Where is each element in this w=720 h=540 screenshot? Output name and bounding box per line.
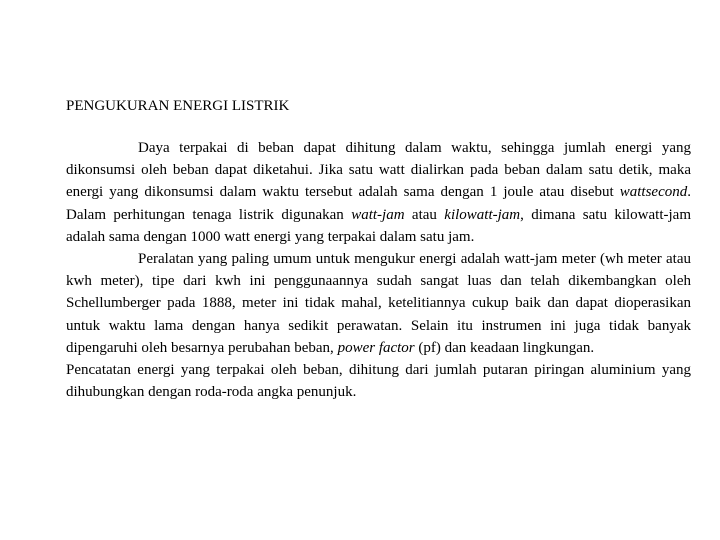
document-title: PENGUKURAN ENERGI LISTRIK [66,98,290,114]
italic-term: wattsecond [619,184,688,201]
paragraph-text: (pf) dan keadaan lingkungan. [414,339,595,356]
document-body [66,137,691,403]
italic-term: watt-jam [351,206,405,223]
paragraph-energy-recording [66,359,691,403]
paragraph-text: Peralatan yang paling umum untuk mengukur energi adalah watt-jam meter (wh meter atau kwh meter), tipe dari kwh ini penggunaannya sudah sangat luas dan telah dikembangkan oleh Schellumberger pada 1888, meter ini tidak mahal, ketelitiannya cukup baik dan dapat dioperasikan untuk waktu lama dengan hanya sedikit perawatan. Selain itu instrumen ini juga tidak banyak dipengaruhi oleh besarnya perubahan beban, [66,251,691,356]
paragraph-energy-consumption [66,137,691,248]
document-page [66,95,691,403]
paragraph-watt-hour-meter [66,248,691,359]
paragraph-text: atau [404,206,445,223]
paragraph-text: , dimana satu kilowatt-jam adalah sama dengan 1000 watt energi yang terpakai dalam satu jam. [66,206,691,245]
italic-term: power factor [337,339,415,356]
paragraph-text: Daya terpakai di beban dapat dihitung dalam waktu, sehingga jumlah energi yang dikonsumsi oleh beban dapat diketahui. Jika satu watt dialirkan pada beban dalam satu detik, maka energi yang dikonsumsi dalam waktu tersebut adalah sama dengan 1 joule atau disebut [66,140,691,201]
paragraph-text: Pencatatan energi yang terpakai oleh beban, dihitung dari jumlah putaran piringan aluminium yang dihubungkan dengan roda-roda angka penunjuk. [66,362,691,401]
italic-term: kilowatt-jam [444,206,521,223]
paragraph-text: . Dalam perhitungan tenaga listrik digunakan [66,184,691,223]
